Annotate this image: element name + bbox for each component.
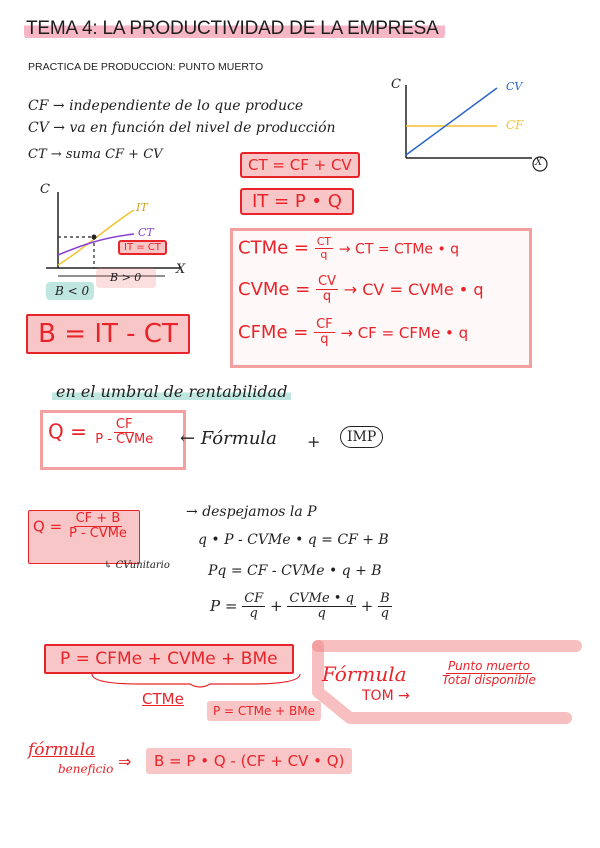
- graph-top-x-label: X: [535, 157, 543, 168]
- despeje-plus-2: +: [360, 596, 374, 615]
- umbral-heading: en el umbral de rentabilidad: [52, 382, 291, 401]
- graph-top-y-label: C: [391, 77, 401, 92]
- arrow-right-icon: →: [53, 120, 66, 136]
- formula-precio-short: P = CTMe + BMe: [207, 701, 321, 721]
- graph-left-ct-label: CT: [138, 226, 154, 239]
- arrow-right-icon: →: [50, 147, 62, 162]
- graph-top-cv-label: CV: [506, 80, 523, 93]
- despeje-line-1: q • P - CVMe • q = CF + B: [198, 532, 389, 548]
- despeje-frac1-num: CF: [244, 591, 264, 606]
- ctme-den: q: [320, 248, 328, 262]
- arrow-right-icon: →: [186, 504, 198, 520]
- formula-ct: CT = CF + CV: [240, 152, 360, 178]
- graph-left-it-label: IT: [136, 201, 148, 214]
- graph-left-y-label: C: [40, 182, 50, 197]
- despeje-q-den: P - CVMe: [68, 526, 127, 542]
- graph-left-eq-label: IT = CT: [118, 240, 167, 255]
- tom-den: Total disponible: [442, 673, 536, 688]
- umbral-q-lhs: Q =: [48, 419, 87, 444]
- tom-fraction: [440, 660, 538, 687]
- graph-top-cf-label: CF: [506, 118, 524, 132]
- umbral-q-den: P - CVMe: [95, 432, 154, 448]
- despeje-frac1-den: q: [249, 606, 258, 622]
- cfme-den: q: [320, 332, 329, 348]
- umbral-imp: IMP: [340, 426, 383, 448]
- cfme-num: CF: [316, 317, 333, 332]
- ct-text: suma CF + CV: [65, 147, 163, 162]
- hook-arrow-icon: ↳: [104, 560, 113, 571]
- despeje-frac2-num: CVMe • q: [289, 591, 354, 606]
- cv-label: CV: [28, 120, 49, 136]
- beneficio-label-1: fórmula: [28, 740, 96, 760]
- cvme-lhs: CVMe =: [238, 278, 311, 300]
- page-subtitle: PRACTICA DE PRODUCCION: PUNTO MUERTO: [28, 61, 264, 73]
- despeje-q-lhs: Q =: [33, 517, 63, 536]
- formula-precio: P = CFMe + CVMe + BMe: [44, 644, 294, 674]
- cfme-lhs: CFMe =: [238, 321, 309, 343]
- cvme-num: CV: [318, 274, 337, 289]
- tom-fraction-body: [440, 660, 538, 687]
- despeje-plus-1: +: [269, 596, 283, 615]
- despeje-line3-lhs: P =: [210, 596, 238, 615]
- formula-beneficio: B = IT - CT: [26, 314, 190, 354]
- ct-label: CT: [28, 147, 47, 162]
- graph-left-b-negative: B < 0: [55, 284, 90, 298]
- despeje-note-text: CVunitario: [115, 560, 170, 571]
- formula-it: IT = P • Q: [240, 188, 354, 215]
- ctme-num: CT: [316, 235, 332, 248]
- graph-left-x-label: X: [176, 262, 186, 277]
- ctme-lhs: CTMe =: [238, 237, 309, 259]
- final-ctme: CTMe: [142, 690, 184, 708]
- despeje-frac3-den: q: [380, 606, 389, 622]
- cvme-den: q: [322, 289, 332, 305]
- cv-text: va en función del nivel de producción: [69, 120, 336, 136]
- tom-label: TOM →: [362, 688, 410, 704]
- despeje-q-num: CF + B: [75, 511, 121, 526]
- umbral-plus: +: [307, 432, 321, 451]
- ctme-rhs: → CT = CTMe • q: [338, 241, 460, 258]
- tom-formula-label: Fórmula: [322, 662, 407, 686]
- cvme-rhs: → CV = CVMe • q: [343, 279, 484, 299]
- umbral-q-num: CF: [115, 417, 133, 432]
- umbral-formula-label: ← Fórmula: [180, 428, 277, 449]
- cf-text: independiente de lo que produce: [69, 98, 304, 114]
- despeje-frac3-num: B: [380, 591, 390, 606]
- tom-num: Punto muerto: [447, 659, 530, 673]
- graph-left-b-positive: B > 0: [110, 271, 142, 284]
- despeje-line-2: Pq = CF - CVMe • q + B: [208, 563, 382, 579]
- arrow-right-icon: →: [52, 98, 65, 114]
- despeje-heading-text: despejamos la P: [202, 504, 317, 520]
- beneficio-label-2: beneficio: [58, 762, 114, 776]
- beneficio-arrow-icon: ⇒: [118, 752, 132, 771]
- cfme-rhs: → CF = CFMe • q: [340, 323, 469, 342]
- despeje-frac2-den: q: [317, 606, 326, 622]
- cf-label: CF: [28, 98, 49, 114]
- formula-beneficio-final: B = P • Q - (CF + CV • Q): [146, 748, 352, 774]
- page-title: TEMA 4: LA PRODUCTIVIDAD DE LA EMPRESA: [24, 18, 445, 40]
